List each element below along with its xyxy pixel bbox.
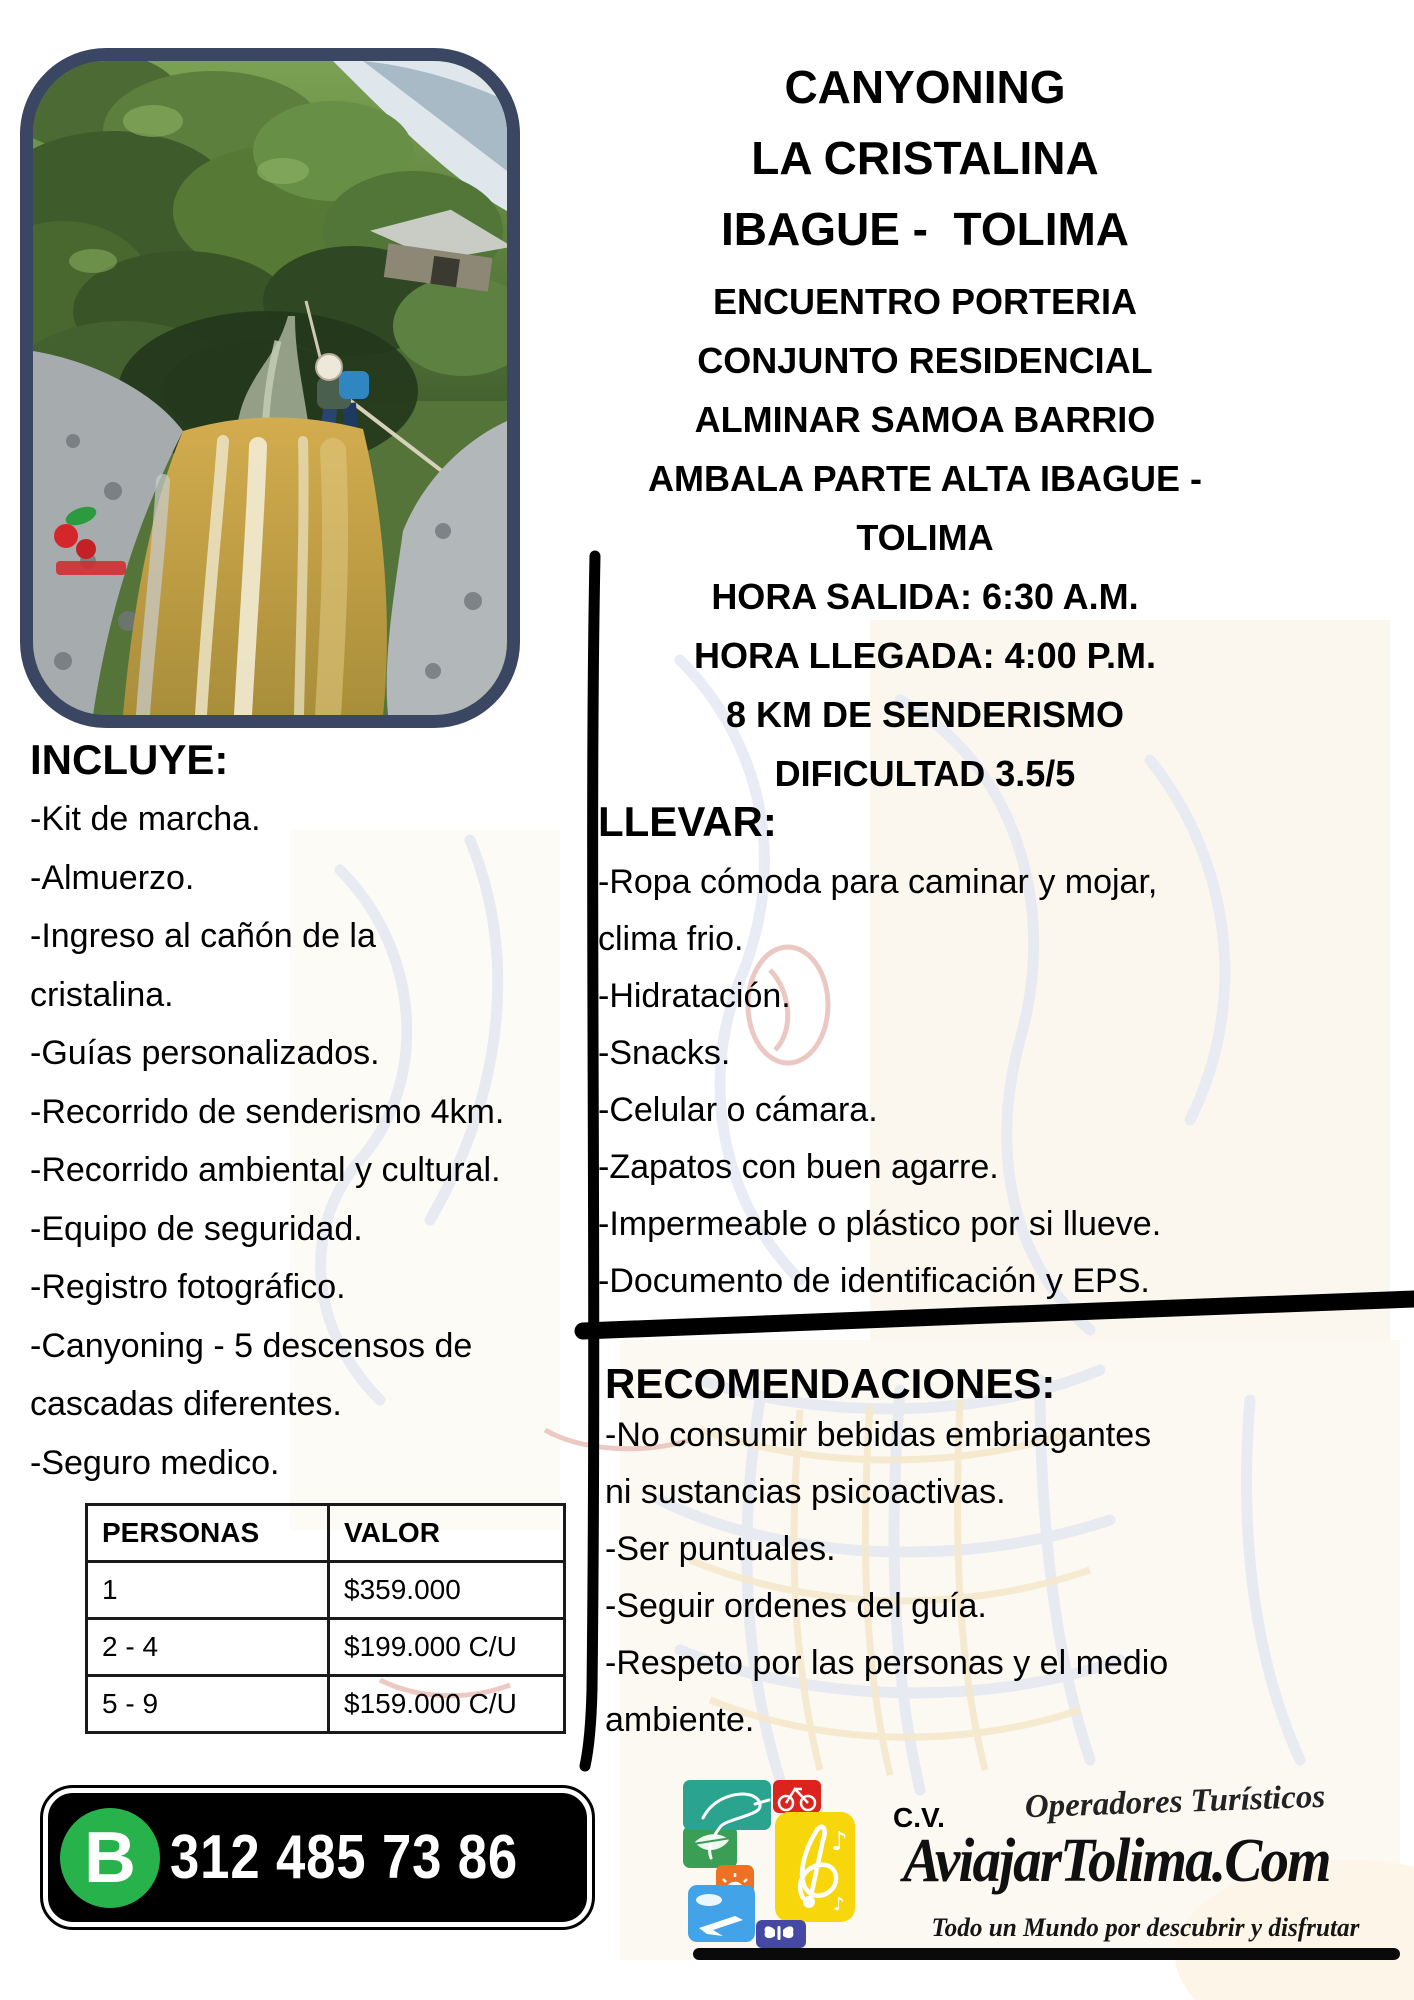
brand-tagline-top: Operadores Turísticos	[1024, 1778, 1326, 1826]
recomendaciones-heading: RECOMENDACIONES:	[605, 1360, 1056, 1407]
list-line: cascadas diferentes.	[30, 1385, 342, 1423]
list-line: -Ropa cómoda para caminar y mojar,	[598, 863, 1158, 901]
svg-text:♪: ♪	[833, 1894, 845, 1915]
llevar-list	[598, 854, 1388, 1310]
personas-cell: 1	[87, 1562, 329, 1619]
list-line: -Guías personalizados.	[30, 1034, 380, 1072]
list-line: ni sustancias psicoactivas.	[605, 1473, 1006, 1511]
list-line: -Kit de marcha.	[30, 800, 261, 838]
valor-cell: $159.000 C/U	[329, 1676, 565, 1733]
svg-text:♪: ♪	[831, 1827, 848, 1857]
list-line: -Almuerzo.	[30, 858, 195, 897]
brand-underline	[693, 1948, 1400, 1960]
list-line: -Impermeable o plástico por si llueve.	[598, 1205, 1162, 1243]
b-circle-icon	[60, 1808, 160, 1908]
valor-cell: $359.000	[329, 1562, 565, 1619]
brand-name: AviajarTolima.Com	[903, 1827, 1330, 1895]
info-line: AMBALA PARTE ALTA IBAGUE -	[648, 458, 1202, 499]
valor-cell: $199.000 C/U	[329, 1619, 565, 1676]
list-line: -Ser puntuales.	[605, 1530, 836, 1568]
list-line: -Ingreso al cañón de la	[30, 917, 376, 955]
butterfly-tile	[756, 1920, 806, 1948]
info-line: CONJUNTO RESIDENCIAL	[697, 340, 1153, 381]
title-line: LA CRISTALINA	[751, 132, 1099, 184]
list-line: -Seguro medico.	[30, 1443, 280, 1482]
phone-number: 312 485 73 86	[170, 1823, 519, 1892]
info-line: ALMINAR SAMOA BARRIO	[694, 399, 1156, 440]
info-line: TOLIMA	[856, 517, 994, 558]
list-line: -Respeto por las personas y el medio	[605, 1644, 1169, 1682]
canyoning-photo	[20, 48, 520, 728]
table-row	[87, 1676, 565, 1733]
b-letter: B	[84, 1817, 136, 1898]
info-line: DIFICULTAD 3.5/5	[774, 753, 1076, 794]
list-line: -Registro fotográfico.	[30, 1268, 346, 1306]
meeting-info	[555, 272, 1295, 803]
table-row	[87, 1562, 565, 1619]
personas-cell: 2 - 4	[87, 1619, 329, 1676]
recomendaciones-list	[605, 1407, 1395, 1749]
info-line: ENCUENTRO PORTERIA	[712, 281, 1138, 322]
title-line: IBAGUE - TOLIMA	[720, 203, 1130, 255]
list-line: -Canyoning - 5 descensos de	[30, 1326, 473, 1365]
incluye-heading: INCLUYE:	[30, 736, 229, 783]
incluye-list	[30, 790, 590, 1492]
list-line: -No consumir bebidas embriagantes	[605, 1416, 1152, 1454]
list-line: -Recorrido ambiental y cultural.	[30, 1151, 501, 1189]
info-line: HORA LLEGADA: 4:00 P.M.	[693, 635, 1157, 676]
table-row	[87, 1619, 565, 1676]
personas-cell: 5 - 9	[87, 1676, 329, 1733]
phone-badge	[43, 1788, 592, 1927]
brand-tagline-bottom: Todo un Mundo por descubrir y disfrutar	[931, 1913, 1360, 1942]
list-line: -Celular o cámara.	[598, 1091, 878, 1129]
brand-logo-mosaic	[683, 1778, 858, 1950]
table-header-row	[87, 1505, 565, 1562]
info-line: HORA SALIDA: 6:30 A.M.	[711, 576, 1139, 617]
info-line: 8 KM DE SENDERISMO	[725, 694, 1125, 735]
cv-label: C.V.	[893, 1802, 945, 1833]
title-line: CANYONING	[784, 61, 1066, 113]
list-line: -Zapatos con buen agarre.	[598, 1148, 999, 1186]
list-line: ambiente.	[605, 1701, 755, 1739]
list-line: -Seguir ordenes del guía.	[605, 1587, 987, 1625]
column-header-personas: PERSONAS	[87, 1505, 329, 1562]
page-title	[555, 52, 1295, 265]
list-line: clima frio.	[598, 920, 744, 958]
list-line: -Documento de identificación y EPS.	[598, 1262, 1150, 1300]
list-line: -Recorrido de senderismo 4km.	[30, 1092, 505, 1131]
list-line: cristalina.	[30, 975, 174, 1014]
pricing-table	[85, 1503, 566, 1734]
butterfly-icon	[765, 1926, 794, 1940]
list-line: -Snacks.	[598, 1034, 731, 1072]
airplane-tile	[688, 1885, 755, 1942]
list-line: -Hidratación.	[598, 977, 791, 1015]
llevar-heading: LLEVAR:	[598, 798, 777, 845]
column-header-valor: VALOR	[329, 1505, 565, 1562]
list-line: -Equipo de seguridad.	[30, 1209, 363, 1248]
photo-scene	[33, 61, 507, 715]
